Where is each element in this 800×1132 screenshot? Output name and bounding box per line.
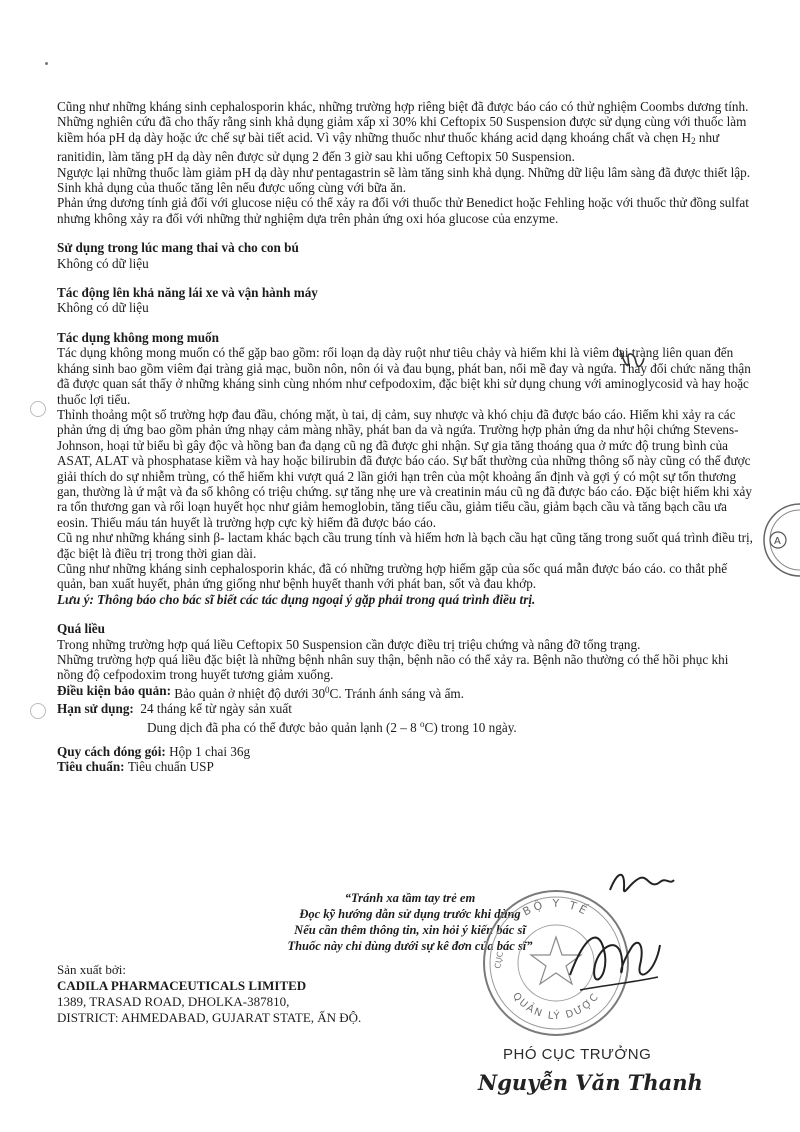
- manufacturer-address-2: DISTRICT: AHMEDABAD, GUJARAT STATE, ẤN ĐỘ.: [57, 1010, 362, 1025]
- storage-label: Điều kiện bảo quản:: [57, 682, 175, 698]
- packaging-label: Quy cách đóng gói:: [57, 744, 170, 760]
- pregnancy-text: Không có dữ liệu: [57, 255, 149, 271]
- shelf-life-reconstituted: Dung dịch đã pha có thể được bảo quản lạnh (2 – 8 $^o$C) trong 10 ngày.: [147, 718, 517, 735]
- packaging-row: [57, 744, 757, 759]
- adverse-paragraph-2: Thỉnh thoảng một số trường hợp đau đầu, chóng mặt, ù tai, dị cảm, suy nhược và khó chịu đã được báo cáo. Hiếm khi xảy ra các phản ứng dị ứng bao gồm phản ứng nhạy cảm màng nhầy, phát ban da và ngứa. Trường hợp phản ứng da như hội chứng Stevens-Johnson, hoại tử biểu bì gây độc và hồng ban đa dạng cũ ng đã được ghi nhận. Sự gia tăng thoáng qua ở mức độ trung bình của ASAT, ALAT và phosphatase kiềm và hay hoặc bilirubin đã được báo cáo. Sự bất thường của những thông số này cũng có thể được giải thích do sự nhiễm trùng, có thể hiếm khi vượt quá 2 lần giới hạn trên của một khoảng ấn định và gợi ý có một sự tổn thương gan, thường là ứ mật và đa số không có triệu chứng. sự tăng nhẹ ure và creatinin máu cũ ng đã được báo cáo. Đặc biệt hiếm khi xảy ra tổn thương gan và rối loạn huyết học như giảm hemoglobin, tăng tiểu cầu, giảm tiểu cầu, giảm bạch cầu và tăng bạch cầu ưa eosin. Thiếu máu tán huyết là trường hợp cực kỳ hiếm đã được báo cáo.: [57, 406, 752, 530]
- side-seal-mark: [760, 490, 800, 590]
- warning-line-3: Nếu cần thêm thông tin, xin hỏi ý kiến bác sĩ: [294, 923, 526, 937]
- standard-row: [57, 759, 757, 774]
- manufacturer-block: [57, 962, 517, 1026]
- manufacturer-name: CADILA PHARMACEUTICALS LIMITED: [57, 978, 307, 993]
- driving-heading: Tác động lên khả năng lái xe và vận hành máy: [57, 285, 318, 301]
- warning-line-2: Đọc kỹ hướng dẫn sử dụng trước khi dùng: [299, 907, 521, 921]
- interaction-coombs: Cũng như những kháng sinh cephalosporin khác, những trường hợp riêng biệt đã được báo cáo có thử nghiệm Coombs dương tính.: [57, 99, 749, 114]
- storage-row: [57, 683, 757, 701]
- adverse-paragraph-1: Tác dụng không mong muốn có thể gặp bao gồm: rối loạn dạ dày ruột như tiêu chảy và hiếm khi là viêm đại tràng liên quan đến kháng sinh bao gồm viêm đại tràng giả mạc, buồn nôn, nôn ói và đau bụng, phát ban, nổi mề đay và ngứa. Thay đổi chức năng thận đã được quan sát thấy ở những kháng sinh cùng nhóm như cefpodoxim, đặc biệt khi sử dụng chung với aminoglycosid và hay hoặc thuốc lợi tiểu.: [57, 345, 751, 407]
- shelf-life-label: Hạn sử dụng:: [57, 701, 141, 717]
- pregnancy-heading: Sử dụng trong lúc mang thai và cho con bú: [57, 240, 299, 256]
- official-title: PHÓ CỤC TRƯỞNG: [503, 1046, 652, 1063]
- packaging-text: Hộp 1 chai 36g: [169, 744, 251, 760]
- overdose-paragraph-2: Những trường hợp quá liều đặc biệt là những bệnh nhân suy thận, bệnh não có thể xảy ra. Bệnh não thường có thể hồi phục khi nồng độ cefpodoxim trong huyết tương giảm xuống.: [57, 652, 729, 683]
- page-initial-mark: [612, 340, 652, 380]
- adverse-note: Lưu ý: Thông báo cho bác sĩ biết các tác dụng ngoại ý gặp phải trong quá trình điều trị.: [57, 591, 536, 607]
- punch-hole-mark: [30, 703, 46, 719]
- standard-label: Tiêu chuẩn:: [57, 759, 128, 775]
- warning-line-1: “Tránh xa tầm tay trẻ em: [344, 891, 476, 905]
- interaction-food: Sinh khả dụng của thuốc tăng lên nếu được uống cùng với bữa ăn.: [57, 180, 407, 196]
- warning-line-4: Thuốc này chỉ dùng dưới sự kê đơn của bác sĩ”: [287, 939, 533, 953]
- shelf-life-row: [57, 701, 757, 716]
- adverse-heading: Tác dụng không mong muốn: [57, 329, 219, 345]
- manufacturer-label: Sản xuất bởi:: [57, 962, 126, 977]
- initial-mark: [600, 860, 680, 910]
- driving-text: Không có dữ liệu: [57, 300, 149, 316]
- storage-text: Bảo quản ở nhiệt độ dưới $30^0C$. Tránh ánh sáng và ẩm.: [174, 684, 464, 701]
- overdose-paragraph-1: Trong những trường hợp quá liều Ceftopix 50 Suspension cần được điều trị triệu chứng và nâng đỡ tổng trạng.: [57, 636, 641, 652]
- scan-speck: [45, 62, 48, 65]
- interaction-pentagastrin: Ngược lại những thuốc làm giảm pH dạ dày như pentagastrin sẽ làm tăng sinh khả dụng. Những dữ liệu lâm sàng đã được thiết lập.: [57, 164, 750, 180]
- adverse-paragraph-4: Cũng như những kháng sinh cephalosporin khác, đã có những trường hợp hiếm gặp của sốc quá mẫn được báo cáo. co thắt phế quản, ban xuất huyết, phản ứng giống như bệnh huyết thanh với phát ban, sốt và đau khớp.: [57, 560, 728, 592]
- official-name: Nguyễn Văn Thanh: [478, 1070, 703, 1095]
- svg-text:QUẢN LÝ DƯỢC: QUẢN LÝ DƯỢC: [510, 990, 602, 1023]
- overdose-heading: Quá liều: [57, 621, 105, 637]
- punch-hole-mark: [30, 401, 46, 417]
- standard-text: Tiêu chuẩn USP: [127, 759, 214, 775]
- svg-text:CỤC: CỤC: [493, 951, 505, 970]
- svg-text:A: A: [774, 536, 781, 547]
- svg-text:BỘ Y TẾ: BỘ Y TẾ: [520, 896, 592, 919]
- manufacturer-address-1: 1389, TRASAD ROAD, DHOLKA-387810,: [57, 994, 290, 1009]
- leaflet-body: [57, 99, 757, 775]
- interaction-bioavailability: Những nghiên cứu đã cho thấy rằng sinh khả dụng giảm xấp xỉ 30% khi Ceftopix 50 Suspension được sử dụng cùng với thuốc làm kiềm hóa pH dạ dày hoặc ức chế sự bài tiết acid. Vì vậy những thuốc như thuốc kháng acid dạng khoáng chất và chẹn $H_2$ như ranitidin, làm tăng pH dạ dày nên được sử dụng 2 đến 3 giờ sau khi uống Ceftopix 50 Suspension.: [57, 114, 747, 165]
- adverse-paragraph-3: Cũ ng như những kháng sinh β- lactam khác bạch cầu trung tính và hiếm hơn là bạch cầu hạt cũng tăng trong suốt quá trình điều trị, đặc biệt là điều trị trong thời gian dài.: [57, 530, 753, 561]
- interaction-glucose: Phản ứng dương tính giả đối với glucose niệu có thể xảy ra đối với thuốc thử Benedict hoặc Fehling hoặc với thuốc thử đồng sulfat nhưng không xảy ra đối với những thử nghiệm dựa trên phản ứng oxi hóa glucose của enzyme.: [57, 195, 749, 226]
- signature-mark: [560, 905, 670, 1005]
- shelf-life-text: 24 tháng kể từ ngày sản xuất: [140, 701, 292, 717]
